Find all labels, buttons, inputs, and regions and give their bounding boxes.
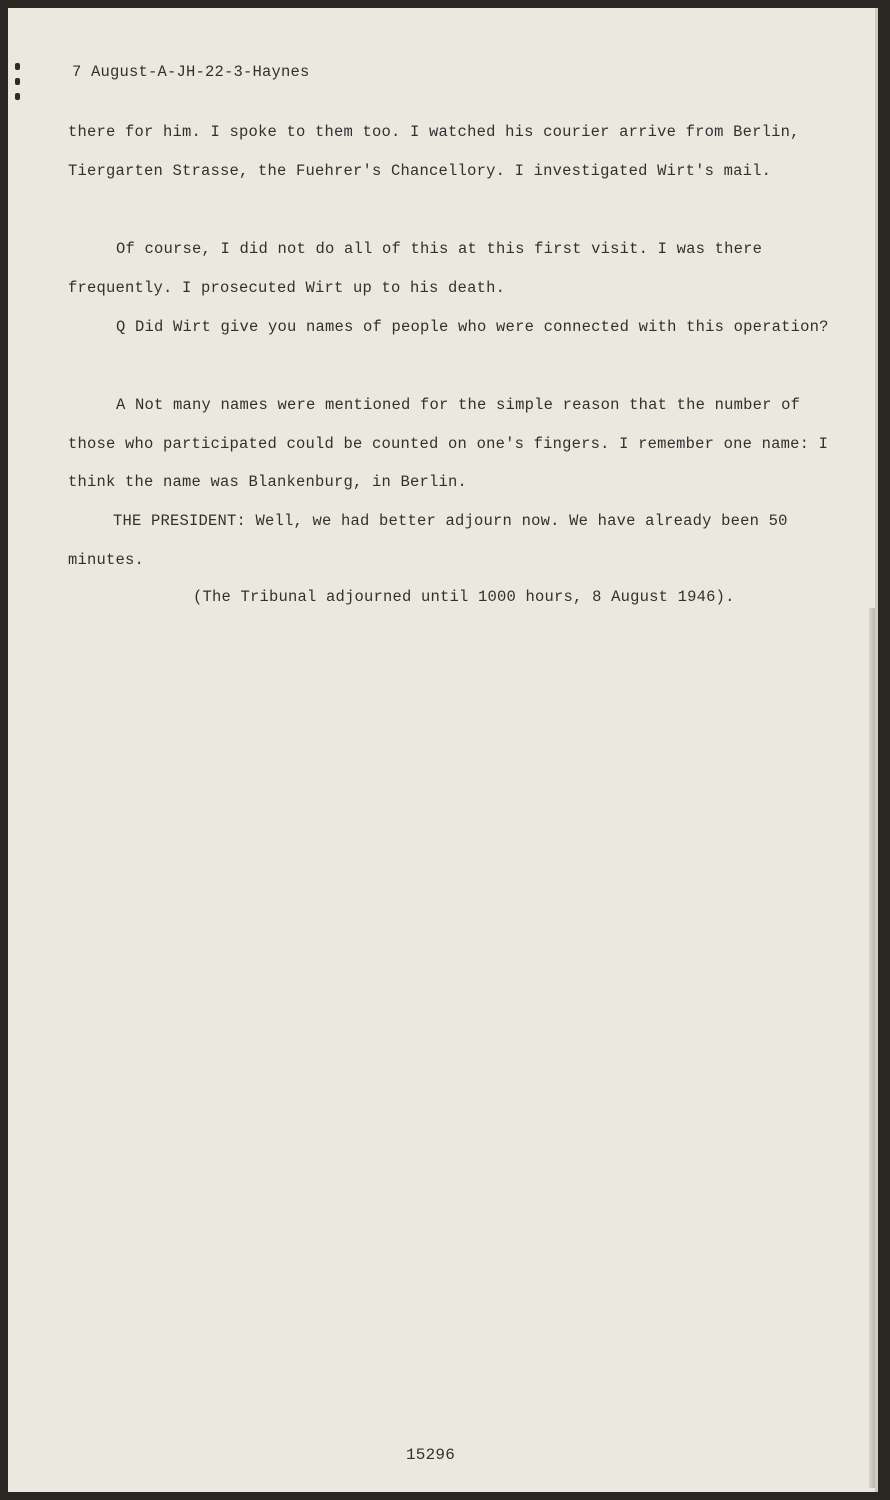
- paragraph-answer: A Not many names were mentioned for the simple reason that the number of those who participated could be counted on one's fingers. I remember one name: I think the name was Blankenburg, in Berlin.: [68, 396, 829, 491]
- binding-holes: [12, 63, 24, 123]
- paragraph-president: THE PRESIDENT: Well, we had better adjourn now. We have already been 50 minutes.: [68, 512, 788, 569]
- page-number: 15296: [406, 1446, 456, 1464]
- paragraph-question: Q Did Wirt give you names of people who were connected with this operation?: [116, 318, 829, 336]
- document-page: [8, 8, 878, 1492]
- page-fold-edge: [869, 608, 875, 1488]
- page-header: 7 August-A-JH-22-3-Haynes: [72, 63, 310, 81]
- adjournment-note: (The Tribunal adjourned until 1000 hours, 8 August 1946).: [193, 588, 735, 606]
- paragraph-1: there for him. I spoke to them too. I watched his courier arrive from Berlin, Tiergarten Strasse, the Fuehrer's Chancellory. I investigated Wirt's mail.: [68, 123, 800, 180]
- paragraph-2: Of course, I did not do all of this at this first visit. I was there frequently. I prosecuted Wirt up to his death.: [68, 240, 763, 297]
